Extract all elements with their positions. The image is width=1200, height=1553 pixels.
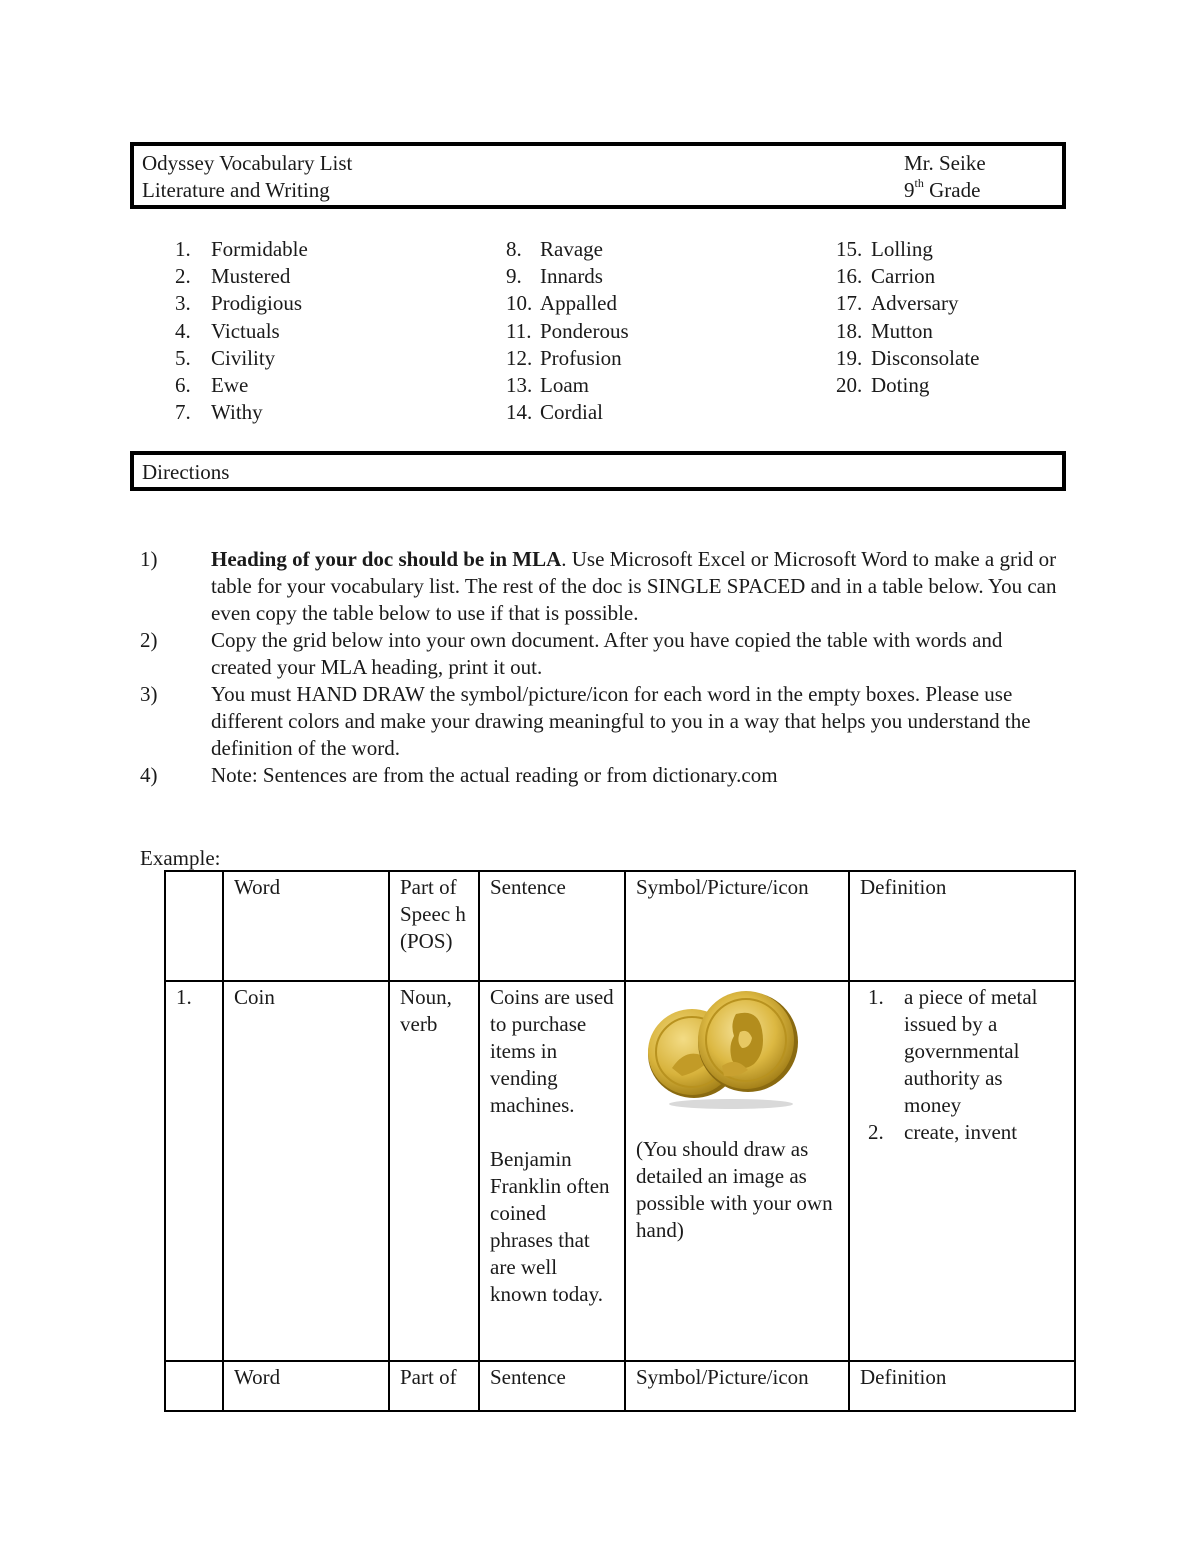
definition-list [860,984,1064,1146]
vocab-word: Mutton [871,318,933,343]
list-item [175,236,308,263]
table-cell [165,1361,223,1411]
direction-body: You must HAND DRAW the symbol/picture/icon for each word in the empty boxes. Please use different colors and make your drawing meaningful to you in a way that helps you understand the definition of the word. [211,682,1031,760]
list-item [175,345,308,372]
table-cell [165,871,223,981]
coins-icon [636,986,806,1110]
vocab-word: Ewe [211,373,249,398]
list-item [836,236,979,263]
table-header-row [165,871,1075,981]
row-definition [849,981,1075,1361]
header-box [130,142,1066,209]
direction-emphasis: Heading of your doc should be in MLA [211,547,562,571]
direction-body: Copy the grid below into your own document. After you have copied the table with words and created your MLA heading, print it out. [211,628,1003,679]
vocab-word: Loam [540,373,589,398]
vocab-number: 11. [506,318,532,343]
direction-text [211,546,1060,627]
list-item [175,290,308,317]
directions-box [130,451,1066,491]
list-item [175,318,308,345]
direction-number: 4) [140,763,158,787]
vocab-word: Ponderous [540,318,629,343]
example-table [164,870,1076,1412]
header-sentence: Sentence [479,871,625,981]
list-item [175,372,308,399]
header-word: Word [223,871,389,981]
vocab-word: Prodigious [211,291,303,316]
row-symbol [625,981,849,1361]
sentence-1: Coins are used to purchase items in vending machines. [490,985,614,1117]
direction-item [140,681,1060,762]
direction-body: . Use Microsoft Excel or Microsoft Word to make a grid or table for your vocabulary list. The rest of the doc is SINGLE SPACED and in a table below. You can even copy the table below to use if that is possible. [211,547,1057,625]
vocab-word: Appalled [540,291,617,316]
direction-item [140,546,1060,627]
vocab-number: 19. [836,345,863,370]
definition-text: a piece of metal issued by a governmental authority as money [904,985,1038,1117]
footer-word: Word [223,1361,389,1411]
vocab-number: 4. [175,318,191,343]
directions-list [140,546,1060,789]
vocab-word: Civility [211,345,276,370]
direction-text [211,762,1060,789]
vocab-word: Victuals [211,318,280,343]
vocab-number: 12. [506,345,533,370]
row-word: Coin [223,981,389,1361]
definition-number: 2. [868,1120,884,1144]
table-row [165,981,1075,1361]
vocab-number: 13. [506,373,533,398]
footer-pos: Part of [389,1361,479,1411]
vocab-number: 5. [175,345,191,370]
vocab-word: Formidable [211,237,308,261]
row-pos: Noun, verb [389,981,479,1361]
list-item [836,345,979,372]
vocab-word: Lolling [871,237,933,261]
direction-text [211,627,1060,681]
list-item [506,263,629,290]
directions-heading: Directions [142,460,230,484]
list-item [506,318,629,345]
footer-symbol: Symbol/Picture/icon [625,1361,849,1411]
direction-number: 3) [140,682,158,706]
vocab-number: 15. [836,237,863,261]
list-item [836,372,979,399]
direction-item [140,762,1060,789]
direction-text [211,681,1060,762]
vocab-number: 17. [836,291,863,316]
vocab-word: Doting [871,373,930,398]
list-item [506,399,629,426]
list-item [836,263,979,290]
header-pos: Part of Speec h (POS) [389,871,479,981]
coin-image [636,986,838,1112]
vocab-word: Adversary [871,291,959,316]
direction-body: Note: Sentences are from the actual reading or from dictionary.com [211,763,778,787]
list-item [175,263,308,290]
vocab-number: 20. [836,373,863,398]
vocab-word: Carrion [871,264,936,289]
definition-item [860,1119,1064,1146]
vocab-column-1 [175,236,308,426]
list-item [506,290,629,317]
list-item [175,399,308,426]
vocab-number: 6. [175,373,191,398]
definition-number: 1. [868,985,884,1009]
header-definition: Definition [849,871,1075,981]
vocab-number: 16. [836,264,863,289]
header-symbol: Symbol/Picture/icon [625,871,849,981]
list-item [506,236,629,263]
list-item [506,372,629,399]
direction-number: 1) [140,547,158,571]
direction-item [140,627,1060,681]
vocab-word: Withy [211,400,263,425]
vocab-number: 10. [506,291,533,316]
row-sentence [479,981,625,1361]
symbol-caption: (You should draw as detailed an image as possible with your own hand) [636,1137,833,1242]
doc-title: Odyssey Vocabulary List [142,151,353,175]
list-item [836,290,979,317]
vocab-word: Innards [540,264,603,289]
vocab-number: 14. [506,400,533,425]
vocab-number: 8. [506,237,522,261]
footer-definition: Definition [849,1361,1075,1411]
vocab-number: 9. [506,264,522,289]
vocab-word: Profusion [540,345,622,370]
vocab-word: Cordial [540,400,603,425]
definition-text: create, invent [904,1120,1018,1144]
sentence-2: Benjamin Franklin often coined phrases that are well known today. [490,1147,610,1306]
vocab-number: 3. [175,291,191,316]
vocab-column-3 [836,236,979,399]
list-item [506,345,629,372]
vocab-word: Mustered [211,264,291,289]
list-item [836,318,979,345]
grade-level: 9th Grade [904,176,981,202]
vocab-number: 18. [836,318,863,343]
vocab-column-2 [506,236,629,426]
vocab-word: Ravage [540,237,603,261]
footer-sentence: Sentence [479,1361,625,1411]
teacher-name: Mr. Seike [904,151,986,175]
vocab-number: 7. [175,400,191,425]
table-row [165,1361,1075,1411]
vocab-number: 1. [175,237,191,261]
course-name: Literature and Writing [142,178,330,202]
direction-number: 2) [140,628,158,652]
vocab-word: Disconsolate [871,345,980,370]
example-label: Example: [140,846,221,870]
definition-item [860,984,1064,1119]
vocab-number: 2. [175,264,191,289]
row-number: 1. [165,981,223,1361]
